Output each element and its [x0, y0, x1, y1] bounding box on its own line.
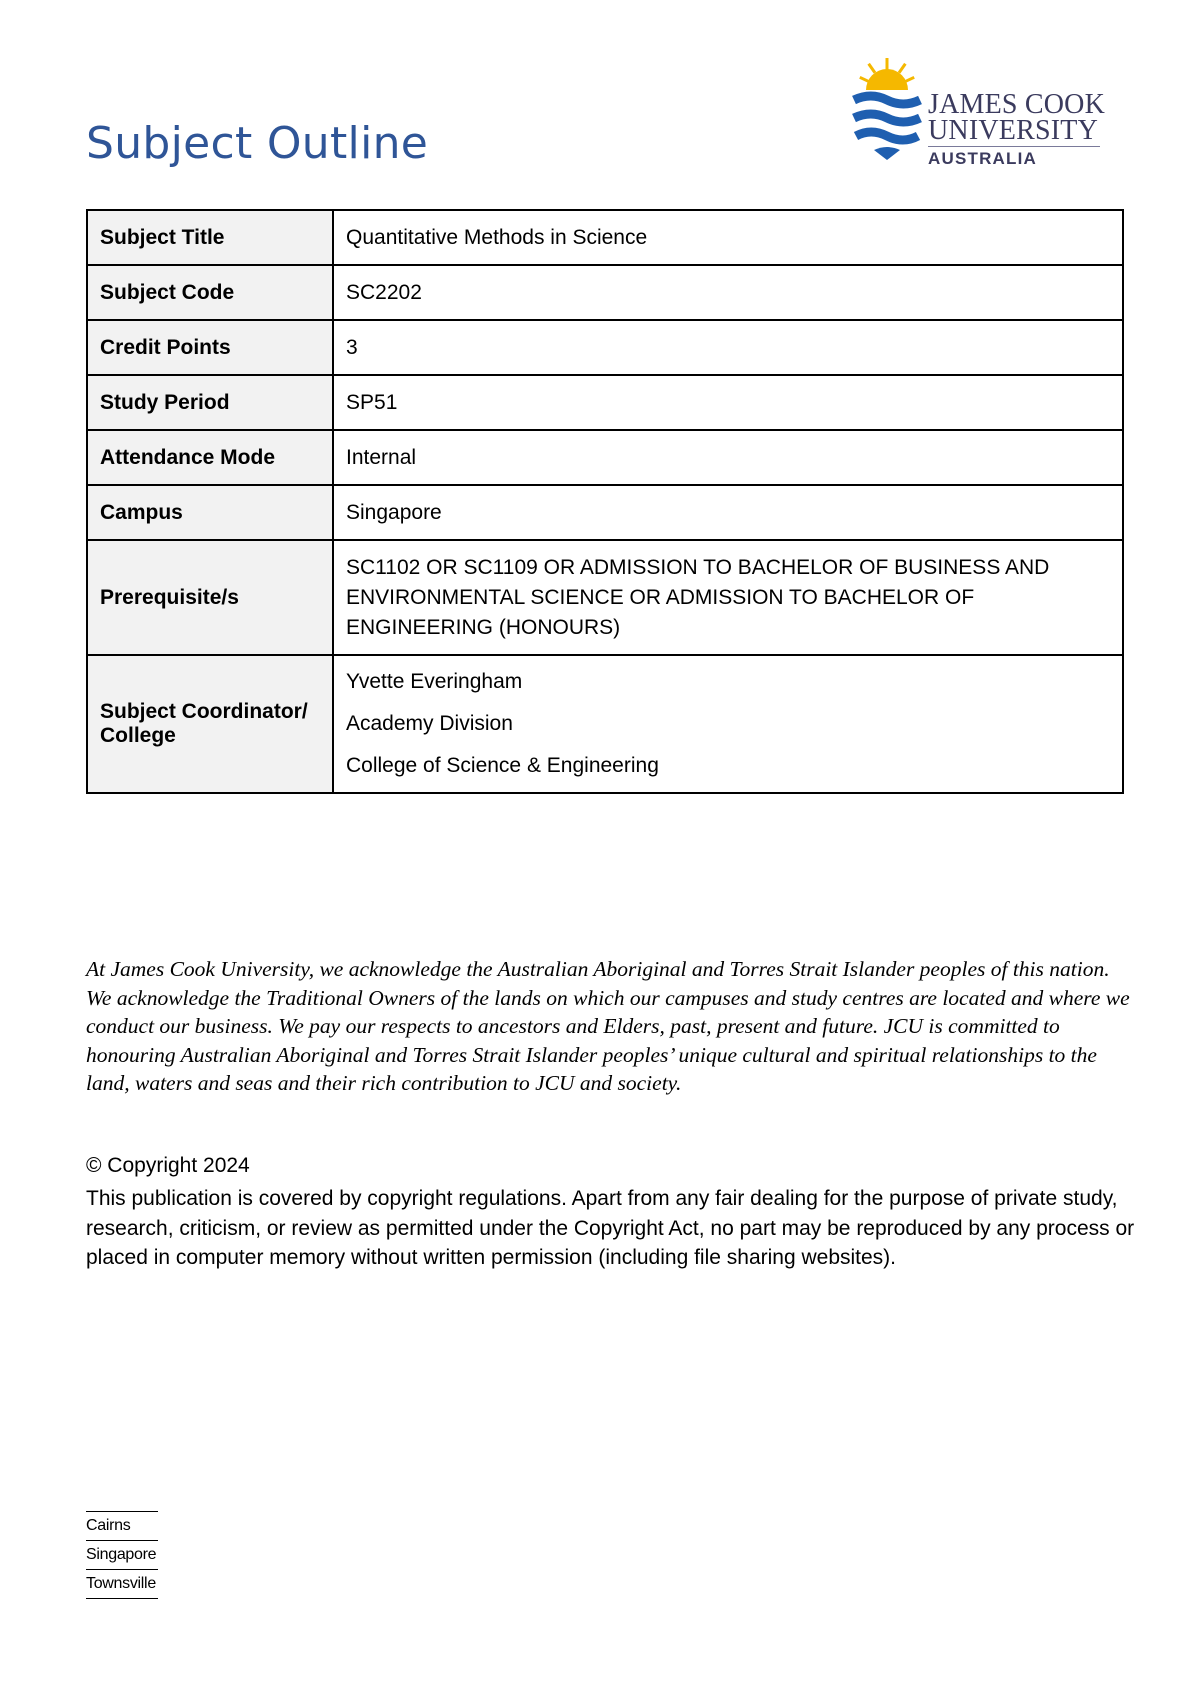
subject-details-table — [86, 209, 1124, 794]
table-row-study-period — [87, 375, 1123, 430]
logo-divider — [928, 146, 1100, 147]
row-label: Prerequisite/s — [87, 540, 333, 655]
row-value: Singapore — [333, 485, 1123, 540]
row-value: Internal — [333, 430, 1123, 485]
logo-line-australia: AUSTRALIA — [928, 149, 1038, 168]
logo-line-university: UNIVERSITY — [928, 115, 1098, 146]
jcu-logo — [852, 56, 1112, 176]
row-value: SC2202 — [333, 265, 1123, 320]
acknowledgement-of-country: At James Cook University, we acknowledge the Australian Aboriginal and Torres Strait Islander peoples of this nation. We acknowledge the Traditional Owners of the lands on which our campuses and study centres are located and where we conduct our business. We pay our respects to ancestors and Elders, past, present and future. JCU is committed to honouring Australian Aboriginal and Torres Strait Islander peoples’ unique cultural and spiritual relationships to the land, waters and seas and their rich contribution to JCU and society. — [86, 957, 1130, 1095]
row-label: Subject Title — [87, 210, 333, 265]
campus-townsville: Townsville — [86, 1569, 158, 1599]
row-value: SP51 — [333, 375, 1123, 430]
coordinator-name: Yvette Everingham — [346, 670, 523, 693]
table-row-subject-code — [87, 265, 1123, 320]
page-title: Subject Outline — [86, 118, 429, 169]
jcu-sun-waves-icon — [852, 56, 922, 176]
row-label: Subject Coordinator/ College — [87, 655, 333, 793]
copyright-notice: This publication is covered by copyright regulations. Apart from any fair dealing for the purpose of private study, research, criticism, or review as permitted under the Copyright Act, no part may be reproduced by any process or placed in computer memory without written permission (including file sharing websites). — [86, 1187, 1135, 1269]
row-value: Quantitative Methods in Science — [333, 210, 1123, 265]
coordinator-college: College of Science & Engineering — [346, 754, 659, 777]
row-label: Campus — [87, 485, 333, 540]
table-row-attendance-mode — [87, 430, 1123, 485]
row-label: Study Period — [87, 375, 333, 430]
table-row-coordinator — [87, 655, 1123, 793]
table-row-subject-title — [87, 210, 1123, 265]
table-row-campus — [87, 485, 1123, 540]
row-label: Attendance Mode — [87, 430, 333, 485]
campus-cairns: Cairns — [86, 1511, 158, 1540]
table-row-credit-points — [87, 320, 1123, 375]
row-label: Credit Points — [87, 320, 333, 375]
row-value — [333, 655, 1123, 793]
logo-line-james-cook: JAMES COOK — [928, 89, 1106, 120]
row-value: 3 — [333, 320, 1123, 375]
campus-list — [86, 1511, 158, 1599]
table-row-prerequisites — [87, 540, 1123, 655]
copyright-heading: © Copyright 2024 — [86, 1154, 250, 1177]
row-value: SC1102 OR SC1109 OR ADMISSION TO BACHELOR OF BUSINESS AND ENVIRONMENTAL SCIENCE OR ADMISSION TO BACHELOR OF ENGINEERING (HONOURS) — [333, 540, 1123, 655]
campus-singapore: Singapore — [86, 1540, 158, 1569]
row-label: Subject Code — [87, 265, 333, 320]
coordinator-division: Academy Division — [346, 712, 513, 735]
